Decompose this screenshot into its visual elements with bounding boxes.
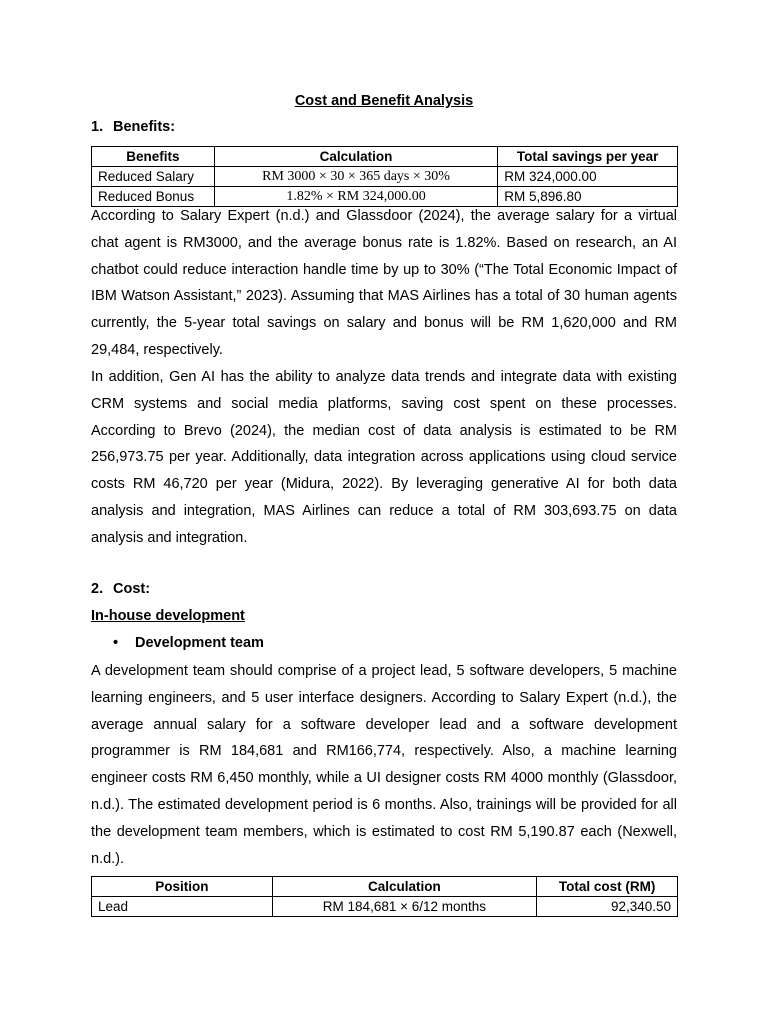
benefits-table [91,146,678,207]
cell-calculation: RM 184,681 × 6/12 months [272,897,537,917]
header-calculation: Calculation [272,877,537,897]
development-cost-table [91,876,678,917]
section-heading-text: Cost: [113,581,151,597]
cell-calculation: 1.82% × RM 324,000.00 [214,187,497,207]
in-house-development-subheading: In-house development [91,608,245,624]
table-row [92,167,678,187]
table-header-row [92,877,678,897]
cell-benefit: Reduced Bonus [92,187,215,207]
table-header-row [92,147,678,167]
cell-total: RM 5,896.80 [498,187,678,207]
table-row [92,897,678,917]
development-team-paragraph: A development team should comprise of a project lead, 5 software developers, 5 machine learning engineers, and 5 user interface designers. According to Salary Expert (n.d.), the average annual salary for a software developer lead and a software development programmer is RM 184,681 and RM166,774, respectively. Also, a machine learning engineer costs RM 6,450 monthly, while a UI designer costs RM 4000 monthly (Glassdoor, n.d.). The estimated development period is 6 months. Also, trainings will be provided for all the development team members, which is estimated to cost RM 5,190.87 each (Nexwell, n.d.). [91,663,677,867]
cell-calculation: RM 3000 × 30 × 365 days × 30% [214,167,497,187]
cell-benefit: Reduced Salary [92,167,215,187]
section-benefits-heading [91,119,175,135]
bullet-icon: • [113,635,119,651]
header-benefits: Benefits [92,147,215,167]
header-calculation: Calculation [214,147,497,167]
section-number: 2. [91,581,104,597]
section-cost-heading [91,581,150,597]
header-total-savings: Total savings per year [498,147,678,167]
header-total-cost: Total cost (RM) [537,877,678,897]
bullet-text: Development team [135,635,264,651]
cell-total: RM 324,000.00 [498,167,678,187]
cell-total: 92,340.50 [537,897,678,917]
section-number: 1. [91,119,104,135]
cell-position: Lead [92,897,273,917]
section-heading-text: Benefits: [113,119,176,135]
page-title: Cost and Benefit Analysis [294,93,474,109]
header-position: Position [92,877,273,897]
benefits-paragraph-1: According to Salary Expert (n.d.) and Glassdoor (2024), the average salary for a virtual chat agent is RM3000, and the average bonus rate is 1.82%. Based on research, an AI chatbot could reduce interaction handle time by up to 30% (“The Total Economic Impact of IBM Watson Assistant,” 2023). Assuming that MAS Airlines has a total of 30 human agents currently, the 5-year total savings on salary and bonus will be RM 1,620,000 and RM 29,484, respectively. [91,208,677,358]
bullet-development-team [113,635,264,651]
benefits-paragraph-2: In addition, Gen AI has the ability to analyze data trends and integrate data with existing CRM systems and social media platforms, saving cost spent on these processes. According to Brevo (2024), the median cost of data analysis is estimated to be RM 256,973.75 per year. Additionally, data integration across applications using cloud service costs RM 46,720 per year (Midura, 2022). By leveraging generative AI for both data analysis and integration, MAS Airlines can reduce a total of RM 303,693.75 on data analysis and integration. [91,369,677,546]
